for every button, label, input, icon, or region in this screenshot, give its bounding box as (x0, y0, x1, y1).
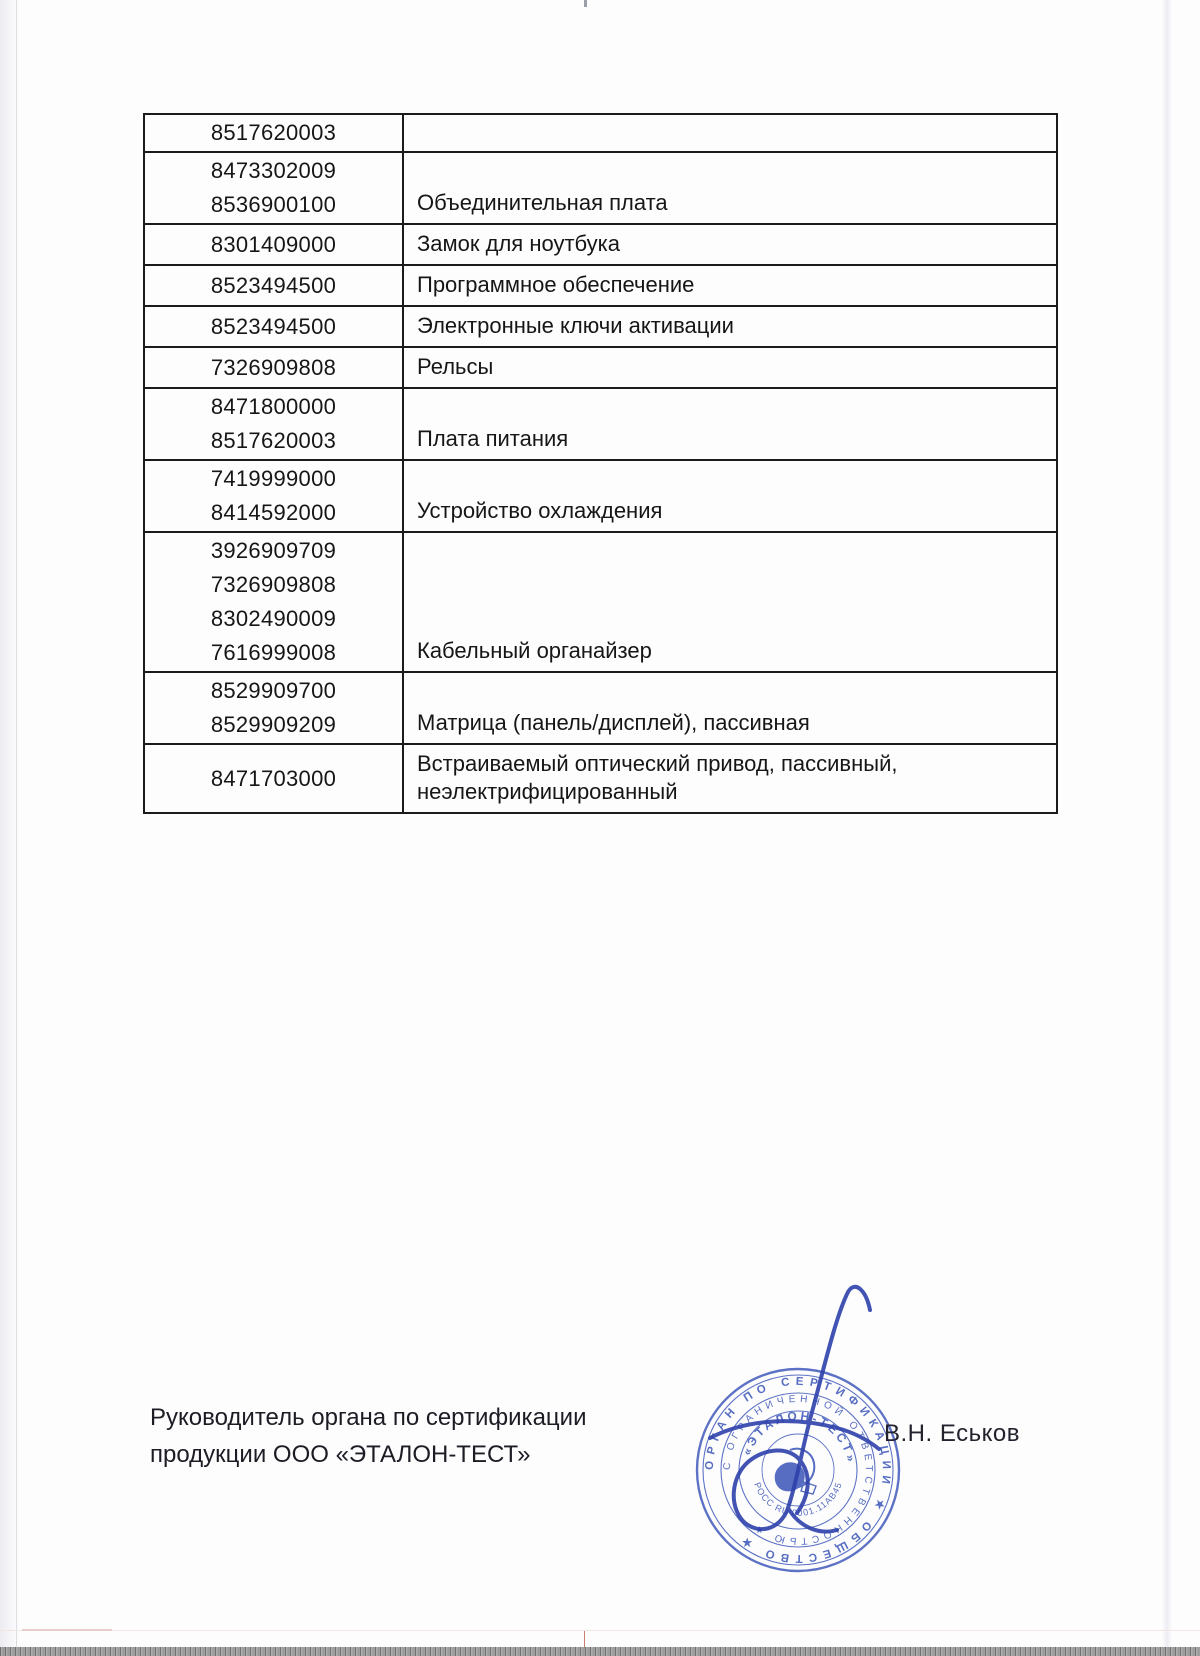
hs-code: 8414592000 (210, 500, 337, 525)
table-row (145, 533, 1056, 673)
scan-fold-line-tint (22, 1629, 112, 1631)
code-cell (145, 745, 404, 812)
hs-code: 7326909808 (210, 572, 337, 597)
signatory-title (150, 1399, 620, 1473)
hs-code: 8471800000 (210, 394, 337, 419)
hs-code: 3926909709 (210, 538, 337, 563)
description-cell (404, 307, 1056, 346)
scan-left-edge-line (16, 0, 17, 1656)
table-row (145, 461, 1056, 533)
scan-left-edge-shadow (0, 0, 20, 1656)
code-cell (145, 533, 404, 671)
description-cell (404, 673, 1056, 743)
product-description: Устройство охлаждения (417, 498, 663, 523)
code-cell (145, 673, 404, 743)
product-description: Замок для ноутбука (417, 231, 620, 256)
stamp-ring-inner-bottom-text: РОСС RU 0001.11АВ45 (752, 1480, 845, 1519)
hs-code: 8471703000 (210, 765, 337, 791)
hs-code: 8517620003 (210, 428, 337, 453)
table-row (145, 348, 1056, 389)
scan-fold-line (0, 1630, 1200, 1631)
hs-codes-table (143, 113, 1058, 814)
hs-code: 8473302009 (210, 158, 337, 183)
description-cell (404, 461, 1056, 531)
stamp-ring-middle-text: С ОГРАНИЧЕННОЙ ОТВЕТСТВЕННОСТЬЮ ★ (721, 1393, 875, 1547)
description-cell (404, 389, 1056, 459)
product-description: Кабельный органайзер (417, 638, 652, 663)
stamp-ring-outer-text: ОРГАН ПО СЕРТИФИКАЦИИ ★ ОБЩЕСТВО ★ (703, 1375, 893, 1565)
code-cell (145, 266, 404, 305)
table-row (145, 225, 1056, 266)
product-description: Встраиваемый оптический привод, пассивный, неэлектрифицированный (417, 751, 898, 804)
scan-bottom-edge-noise (0, 1647, 1200, 1656)
signatory-title-line1: Руководитель органа по сертификации (150, 1404, 587, 1431)
hs-code: 7616999008 (210, 640, 337, 665)
code-cell (145, 307, 404, 346)
hs-code: 7419999000 (210, 466, 337, 491)
table-row (145, 745, 1056, 812)
hs-code: 8529909209 (210, 712, 337, 737)
scan-bottom-mark (584, 1631, 585, 1648)
hs-code: 8517620003 (210, 120, 337, 145)
description-cell (404, 115, 1056, 151)
scan-top-mark (584, 0, 587, 7)
description-cell (404, 266, 1056, 305)
product-description: Объединительная плата (417, 190, 668, 215)
hs-code: 8523494500 (210, 313, 337, 339)
description-cell (404, 225, 1056, 264)
hs-code: 8523494500 (210, 272, 337, 298)
product-description: Программное обеспечение (417, 272, 695, 297)
product-description: Рельсы (417, 354, 494, 379)
code-cell (145, 461, 404, 531)
hs-code: 8302490009 (210, 606, 337, 631)
code-cell (145, 225, 404, 264)
table-row (145, 115, 1056, 153)
description-cell (404, 533, 1056, 671)
signatory-title-line2: продукции ООО «ЭТАЛОН-ТЕСТ» (150, 1441, 531, 1468)
signer-name: В.Н. Еськов (884, 1420, 1020, 1447)
product-description: Матрица (панель/дисплей), пассивная (417, 710, 810, 735)
stamp-ring-inner-top-text: «ЭТАЛОН-ТЕСТ» (739, 1408, 859, 1466)
description-cell (404, 745, 1056, 812)
table-row (145, 389, 1056, 461)
table-row (145, 153, 1056, 225)
description-cell (404, 153, 1056, 223)
code-cell (145, 115, 404, 151)
code-cell (145, 389, 404, 459)
scan-right-edge-shadow (1162, 0, 1172, 1656)
table-row (145, 266, 1056, 307)
hs-code: 8529909700 (210, 678, 337, 703)
product-description: Электронные ключи активации (417, 313, 734, 338)
code-cell (145, 153, 404, 223)
hs-code: 7326909808 (210, 354, 337, 380)
table-row (145, 307, 1056, 348)
description-cell (404, 348, 1056, 387)
product-description: Плата питания (417, 426, 569, 451)
code-cell (145, 348, 404, 387)
table-row (145, 673, 1056, 745)
hs-code: 8536900100 (210, 192, 337, 217)
hs-code: 8301409000 (210, 231, 337, 257)
